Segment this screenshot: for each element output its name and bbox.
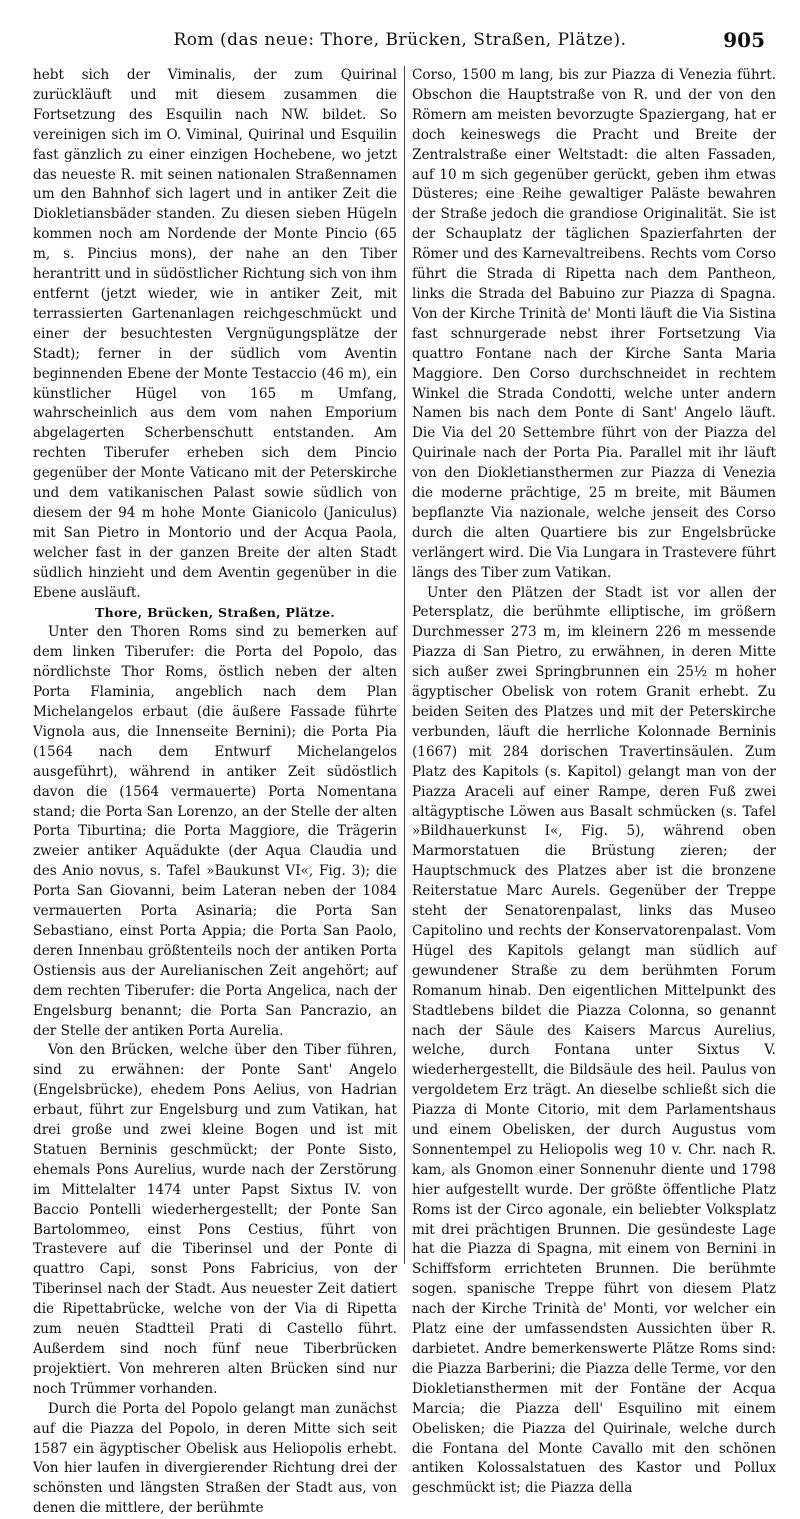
paragraph-bridges: Von den Brücken, welche über den Tiber führen, sind zu erwähnen: der Ponte Sant' Angelo (Engelsbrücke), ehedem Pons Aelius, von Hadrian erbaut, führt zur Engelsburg und zum Vatikan, hat drei große und zwei kleine Bogen und ist mit Statuen Berninis geschmückt; der Ponte Sisto, ehemals Pons Aurelius, wurde nach der Zerstörung im Mittelalter 1474 unter Papst Sixtus IV. von Baccio Pontelli wiederhergestellt; der Ponte San Bartolommeo, einst Pons Cestius, führt von Trastevere auf die Tiberinsel und der Ponte di quattro Capi, sonst Pons Fabricius, von der Tiberinsel nach der Stadt. Aus neuester Zeit datiert die Ripettabrücke, welche von der Via di Ripetta zum neuen Stadtteil Prati di Castello führt. Außerdem sind noch fünf neue Tiberbrücken projektiert. Von mehreren alten Brücken sind nur noch Trümmer vorhanden. bbox=[33, 1042, 397, 1397]
running-head: Rom (das neue: Thore, Brücken, Straßen, Plätze). bbox=[173, 30, 627, 50]
left-column bbox=[33, 66, 397, 1519]
paragraph-streets: Durch die Porta del Popolo gelangt man zunächst auf die Piazza del Popolo, in deren Mitte sich seit 1587 ein ägyptischer Obelisk aus Heliopolis erhebt. Von hier laufen in divergierender Richtung drei der schönsten und längsten Straßen der Stadt aus, von denen die mittlere, der berühmte bbox=[33, 1400, 397, 1517]
paragraph-corso: Corso, 1500 m lang, bis zur Piazza di Venezia führt. Obschon die Hauptstraße von R. und der von den Römern am meisten bevorzugte Spaziergang, hat er doch keineswegs die Pracht und Breite der Zentralstraße einer Weltstadt: die alten Fassaden, auf 10 m sich gegenüber gerückt, geben ihm etwas Düsteres; eine Reihe gewaltiger Paläste bewahren der Straße jedoch die grandiose Originalität. Sie ist der Schauplatz der täglichen Spazierfahrten der Römer und des Karnevaltreibens. Rechts vom Corso führt die Strada di Ripetta nach dem Pantheon, links die Strada del Babuino zur Piazza di Spagna. Von der Kirche Trinità de' Monti läuft die Via Sistina fast schnurgerade nebst ihrer Fortsetzung Via quattro Fontane nach der Kirche Santa Maria Maggiore. Den Corso durchschneidet in rechtem Winkel die Strada Condotti, welche unter andern Namen bis nach dem Ponte di Sant' Angelo läuft. Die Via del 20 Settembre führt von der Piazza del Quirinale nach der Porta Pia. Parallel mit ihr läuft von den Diokletiansthermen zur Piazza di Venezia die moderne prächtige, 25 m breite, mit Bäumen bepflanzte Via nazionale, welche jenseit des Corso durch die alten Quartiere bis zur Engelsbrücke verlängert wird. Die Via Lungara in Trastevere führt längs des Tiber zum Vatikan. bbox=[412, 67, 776, 581]
column-divider bbox=[404, 66, 405, 1264]
right-column bbox=[412, 66, 776, 1499]
paragraph-squares: Unter den Plätzen der Stadt ist vor allen der Petersplatz, die berühmte elliptische, im größern Durchmesser 273 m, im kleinern 226 m messende Piazza di San Pietro, zu erwähnen, in deren Mitte sich außer zwei Springbrunnen ein 25½ m hoher ägyptischer Obelisk von rotem Granit erhebt. Zu beiden Seiten des Platzes und mit der Peterskirche verbunden, läuft die herrliche Kolonnade Berninis (1667) mit 284 dorischen Travertinsäulen. Zum Platz des Kapitols (s. Kapitol) gelangt man von der Piazza Araceli auf einer Rampe, deren Fuß zwei altägyptische Löwen aus Basalt schmücken (s. Tafel »Bildhauerkunst I«, Fig. 5), während oben Marmorstatuen die Brüstung zieren; der Hauptschmuck des Platzes aber ist die bronzene Reiterstatue Marc Aurels. Gegenüber der Treppe steht der Senatorenpalast, links das Museo Capitolino und rechts der Konservatorenpalast. Vom Hügel des Kapitols gelangt man südlich auf gewundener Straße zu dem berühmten Forum Romanum hinab. Den eigentlichen Mittelpunkt des Stadtlebens bildet die Piazza Colonna, so genannt nach der Säule des Kaisers Marcus Aurelius, welche, durch Fontana unter Sixtus V. wiederhergestellt, die Bildsäule des heil. Paulus von vergoldetem Erz trägt. An dieselbe schließt sich die Piazza di Monte Citorio, mit dem Parlamentshaus und einem Obelisken, der durch Augustus vom Sonnentempel zu Heliopolis weg 10 v. Chr. nach R. kam, als Gnomon einer Sonnenuhr diente und 1798 hier aufgestellt wurde. Der größte öffentliche Platz Roms ist der Circo agonale, ein beliebter Volksplatz mit drei prächtigen Brunnen. Die gesündeste Lage hat die Piazza di Spagna, mit einem von Bernini in Schiffsform errichteten Brunnen. Die berühmte sogen. spanische Treppe führt von diesem Platz nach der Kirche Trinità de' Monti, vor welcher ein Platz eine der umfassendsten Aussichten über R. darbietet. Andre bemerkenswerte Plätze Roms sind: die Piazza Barberini; die Piazza delle Terme, vor den Diokletiansthermen mit der Fontäne der Acqua Marcia; die Piazza dell' Esquilino mit einem Obelisken; die Piazza del Quirinale, welche durch die Fontana del Monte Cavallo mit den schönen antiken Kolossalstatuen des Kastor und Pollux geschmückt ist; die Piazza della bbox=[412, 584, 776, 1497]
paragraph-hills-continued: hebt sich der Viminalis, der zum Quirinal zurückläuft und mit diesem zusammen die Fortsetzung des Esquilin nach NW. bildet. So vereinigen sich im O. Viminal, Quirinal und Esquilin fast gänzlich zu einer einzigen Hochebene, wo jetzt das neueste R. mit seinen nationalen Straßennamen um den Bahnhof sich lagert und in antiker Zeit die Diokletiansbäder standen. Zu diesen sieben Hügeln kommen noch am Nordende der Monte Pincio (65 m, s. Pincius mons), der nahe an den Tiber herantritt und in südöstlicher Richtung sich von ihm entfernt (jetzt wieder, wie in antiker Zeit, mit terrassierten Gartenanlagen reichgeschmückt und einer der besuchtesten Vergnügungsplätze der Stadt); ferner in der südlich vom Aventin beginnenden Ebene der Monte Testaccio (46 m), ein künstlicher Hügel von 165 m Umfang, wahrscheinlich aus dem vom nahen Emporium abgelagerten Scherbenschutt entstanden. Am rechten Tiberufer erheben sich dem Pincio gegenüber der Monte Vaticano mit der Peterskirche und dem vatikanischen Palast sowie südlich von diesem der 94 m hohe Monte Gianicolo (Janiculus) mit San Pietro in Montorio und der Acqua Paola, welcher fast in der ganzen Breite der alten Stadt südlich hinzieht und dem Aventin gegenüber in die Ebene ausläuft. bbox=[33, 67, 397, 601]
page-number: 905 bbox=[723, 28, 765, 52]
page-header bbox=[35, 28, 765, 58]
section-heading: Thore, Brücken, Straßen, Plätze. bbox=[95, 605, 335, 621]
paragraph-gates: Unter den Thoren Roms sind zu bemerken auf dem linken Tiberufer: die Porta del Popolo, das nördlichste Thor Roms, östlich neben der alten Porta Flaminia, angeblich nach dem Plan Michelangelos erbaut (die äußere Fassade führte Vignola aus, die Innenseite Bernini); die Porta Pia (1564 nach dem Entwurf Michelangelos ausgeführt), während in antiker Zeit südöstlich davon die (1564 vermauerte) Porta Nomentana stand; die Porta San Lorenzo, an der Stelle der alten Porta Tiburtina; die Porta Maggiore, die Trägerin zweier antiker Aquädukte (der Aqua Claudia und des Anio novus, s. Tafel »Baukunst VI«, Fig. 3); die Porta San Giovanni, beim Lateran neben der 1084 vermauerten Porta Asinaria; die Porta San Sebastiano, einst Porta Appia; die Porta San Paolo, deren Innenbau größtenteils noch der antiken Porta Ostiensis aus der Aurelianischen Zeit angehört; auf dem rechten Tiberufer: die Porta Angelica, nach der Engelsburg benannt; die Porta San Pancrazio, an der Stelle der antiken Porta Aurelia. bbox=[33, 624, 397, 1039]
